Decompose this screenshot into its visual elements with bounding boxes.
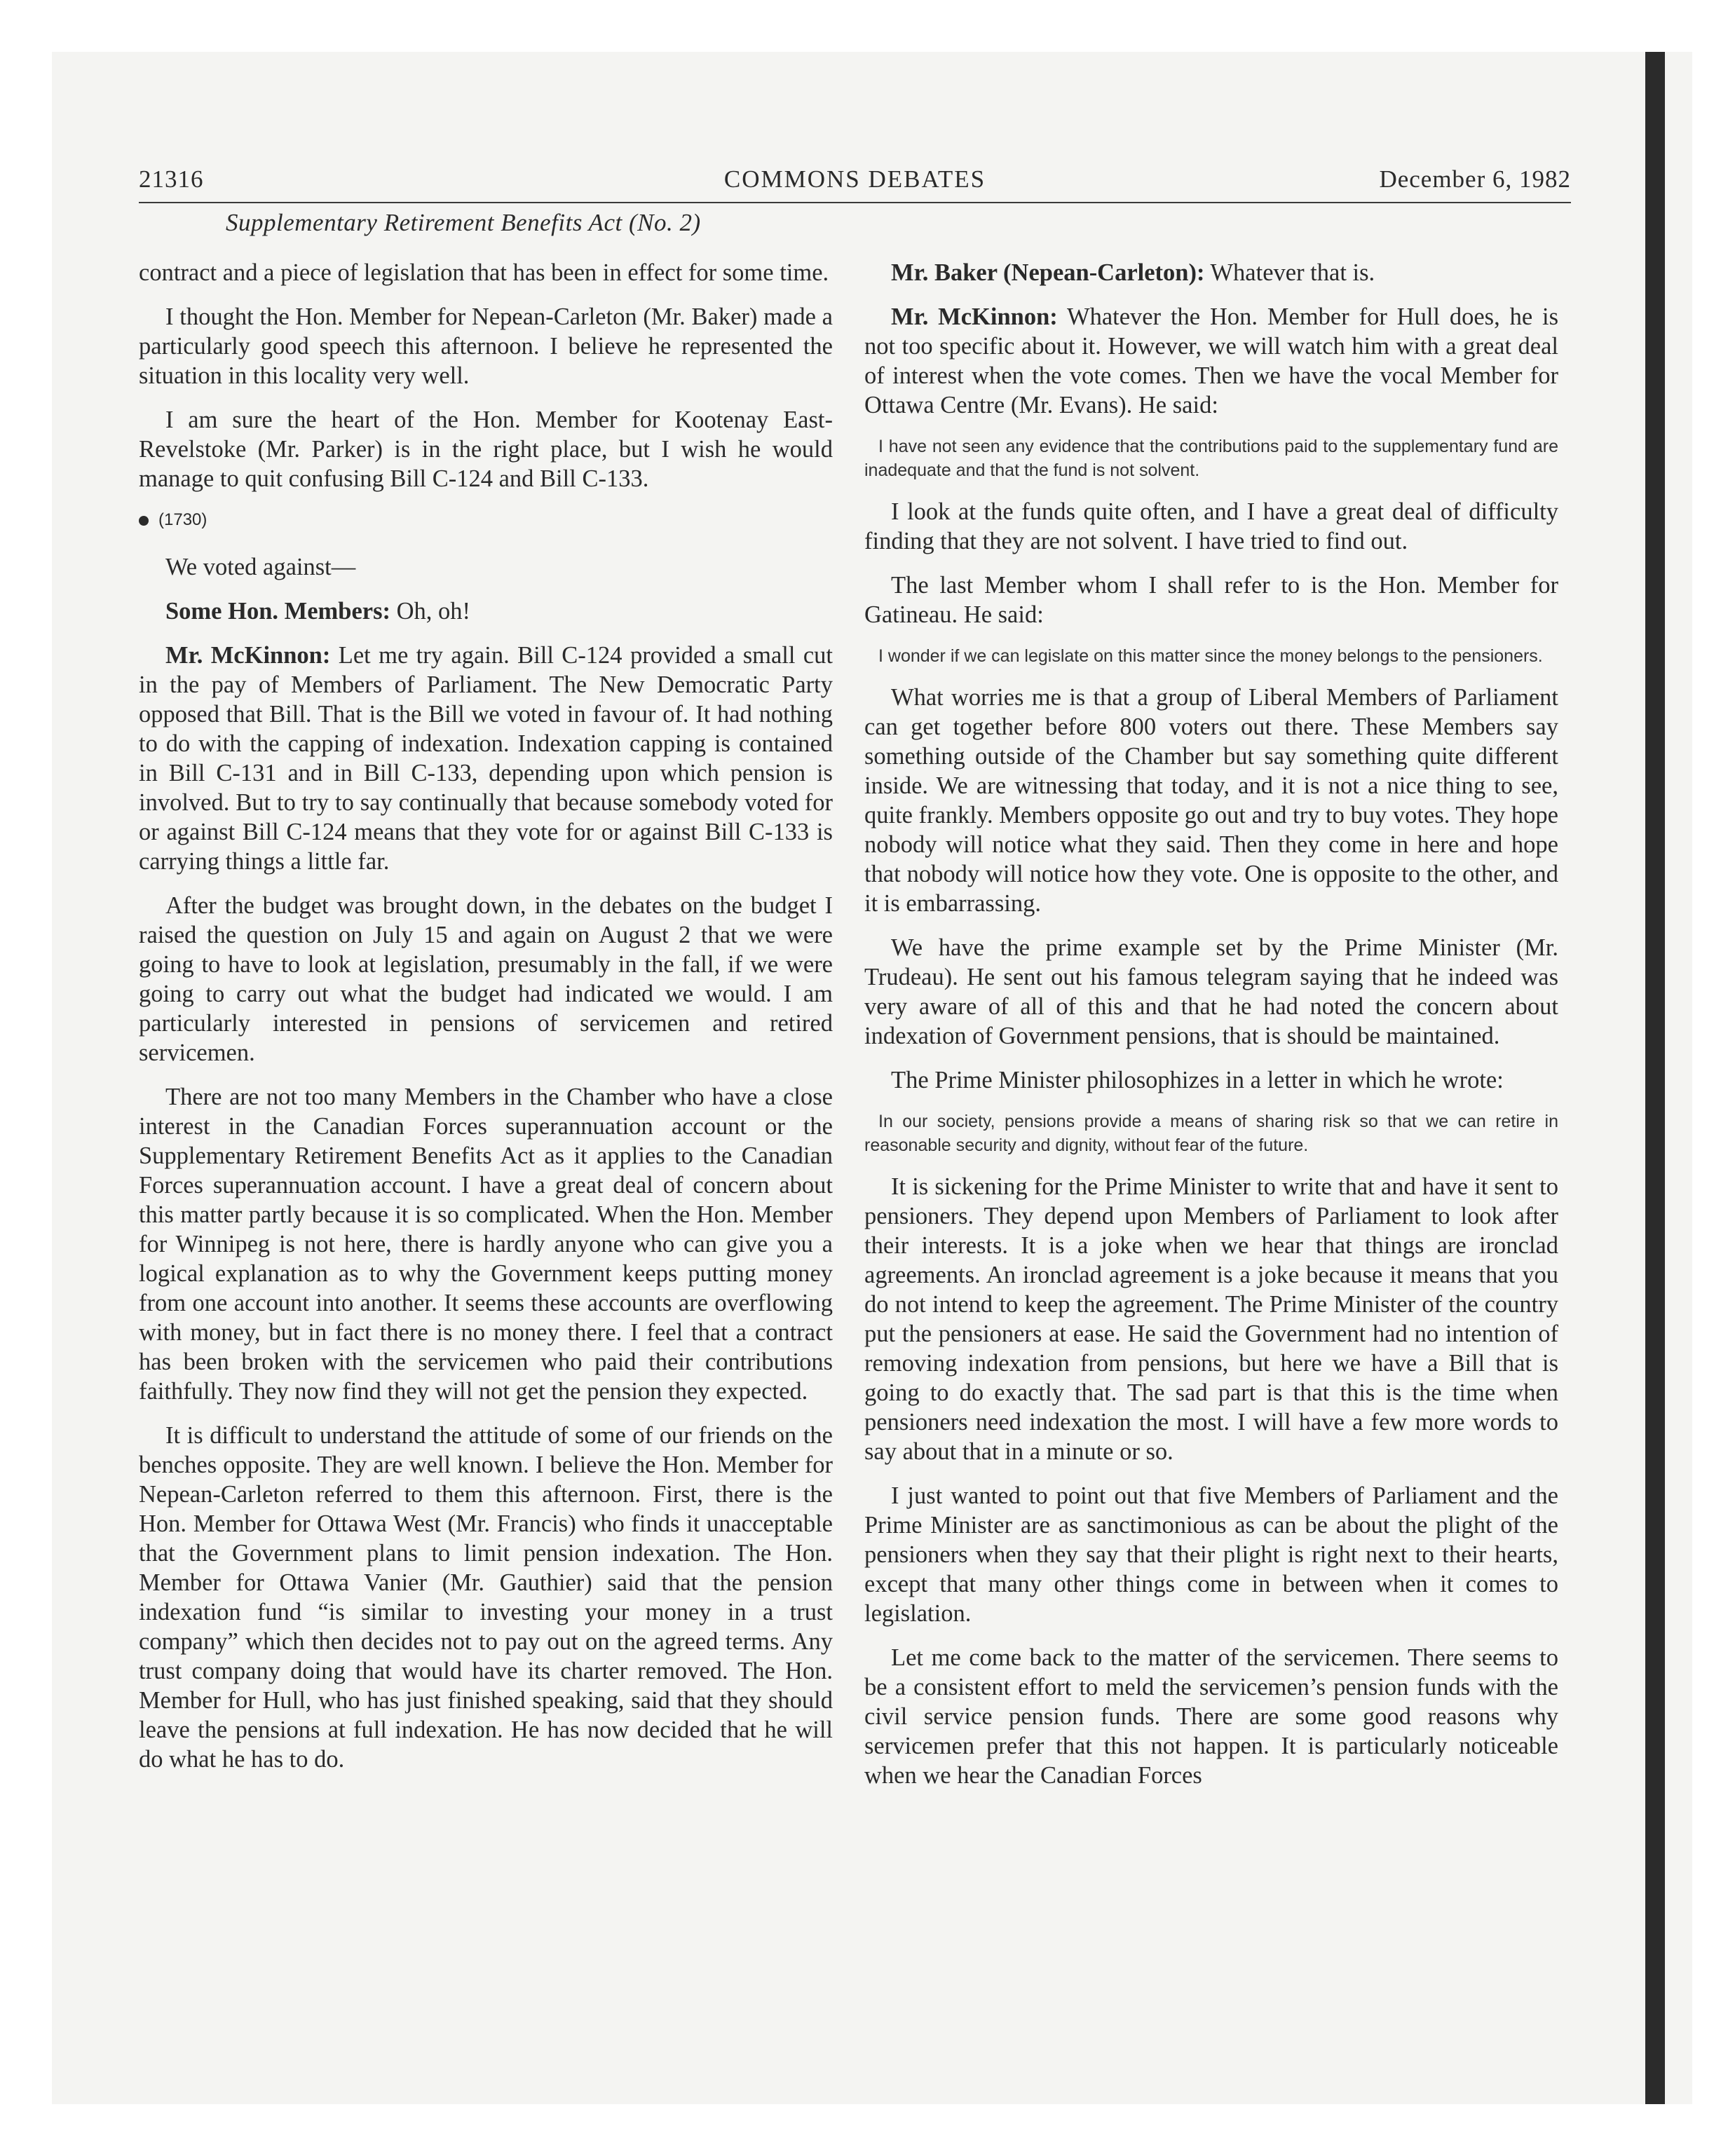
header-rule (139, 202, 1571, 203)
bullet-icon (139, 516, 149, 526)
paragraph: The last Member whom I shall refer to is the Hon. Member for Gatineau. He said: (864, 572, 1558, 628)
scan-edge-shadow (1645, 52, 1665, 2104)
paragraph: I just wanted to point out that five Members of Parliament and the Prime Minister are as sanctimonious as can be about the plight of the pensioners when they say that their plight is right next to their hearts, except that many other things come in between when it comes to legislation. (864, 1482, 1558, 1627)
paragraph: Some Hon. Members: Oh, oh! (165, 598, 471, 625)
paragraph: We voted against— (165, 554, 356, 580)
block-quote: In our society, pensions provide a means of sharing risk so that we can retire in reasonable security and dignity, without fear of the future. (864, 1112, 1558, 1155)
paragraph: Mr. McKinnon: Let me try again. Bill C-124 provided a small cut in the pay of Members of Parliament. The New Democratic Party opposed that Bill. That is the Bill we voted in favour of. It had nothing to do with the capping of indexation. Indexation capping is contained in Bill C-131 and in Bill C-133, depending upon which pension is involved. But to try to say continually that because somebody voted for or against Bill C-124 means that they vote for or against Bill C-133 is carrying things a little far. (139, 642, 834, 875)
right-column (864, 258, 1558, 1805)
paragraph: contract and a piece of legislation that has been in effect for some time. (139, 259, 829, 286)
speaker-name: Some Hon. Members: (165, 598, 390, 625)
speaker-name: Mr. McKinnon: (891, 303, 1058, 330)
paragraph: What worries me is that a group of Liberal Members of Parliament can get together before 800 voters out there. These Members say something outside of the Chamber but say something quite different inside. We are witnessing that today, and it is not a nice thing to see, quite frankly. Members opposite go out and try to buy votes. They hope nobody will notice what they said. Then they come in here and hope that nobody will notice how they vote. One is opposite to the other, and it is embarrassing. (864, 684, 1558, 917)
paragraph: There are not too many Members in the Chamber who have a close interest in the Canadian Forces superannuation account or the Supplementary Retirement Benefits Act as it applies to the Canadian Forces superannuation account. I have a great deal of concern about this matter partly because it is so complicated. When the Hon. Member for Winnipeg is not here, there is hardly anyone who can give you a logical explanation as to why the Government keeps putting money from one account into another. It seems these accounts are overflowing with money, but in fact there is no money there. I feel that a contract has been broken with the servicemen who paid their contributions faithfully. They now find they will not get the pension they expected. (139, 1084, 833, 1405)
paragraph: It is difficult to understand the attitude of some of our friends on the benches opposite. They are well known. I believe the Hon. Member for Nepean-Carleton referred to them this afternoon. First, there is the Hon. Member for Ottawa West (Mr. Francis) who finds it unacceptable that the Government plans to limit pension indexation. The Hon. Member for Ottawa Vanier (Mr. Gauthier) said that the pension indexation fund “is similar to investing your money in a trust company” which then decides not to pay out on the agreed terms. Any trust company doing that would have its charter removed. The Hon. Member for Hull, who has just finished speaking, said that they should leave the pensions at full indexation. He has now decided that he will do what he has to do. (139, 1422, 833, 1773)
block-quote: I wonder if we can legislate on this matter since the money belongs to the pensioners. (878, 646, 1543, 666)
speaker-name: Mr. Baker (Nepean-Carleton): (891, 259, 1205, 286)
left-column (139, 258, 833, 1789)
block-quote: I have not seen any evidence that the contributions paid to the supplementary fund are inadequate and that the fund is not solvent. (864, 437, 1558, 480)
paragraph: I am sure the heart of the Hon. Member for Kootenay East-Revelstoke (Mr. Parker) is in the right place, but I wish he would manage to quit confusing Bill C-124 and Bill C-133. (139, 407, 833, 492)
paragraph: Let me come back to the matter of the servicemen. There seems to be a consistent effort to meld the servicemen’s pension funds with the civil service pension funds. There are some good reasons why servicemen prefer that this not happen. It is particularly noticeable when we hear the Canadian Forces (864, 1644, 1558, 1789)
paragraph: I look at the funds quite often, and I have a great deal of difficulty finding that they are not solvent. I have tried to find out. (864, 498, 1558, 554)
time-stamp: (1730) (139, 510, 833, 530)
paragraph: Mr. McKinnon: Whatever the Hon. Member for Hull does, he is not too specific about it. However, we will watch him with a great deal of interest when the vote comes. Then we have the vocal Member for Ottawa Centre (Mr. Evans). He said: (864, 303, 1558, 418)
paragraph: It is sickening for the Prime Minister to write that and have it sent to pensioners. They depend upon Members of Parliament to look after their interests. It is a joke when we hear that things are ironclad agreements. An ironclad agreement is a joke because it means that you do not intend to keep the agreement. The Prime Minister of the country put the pensioners at ease. He said the Government had no intention of removing indexation from pensions, but here we have a Bill that is going to do exactly that. The sad part is that this is the time when pensioners need indexation the most. I will have a few more words to say about that in a minute or so. (864, 1173, 1558, 1465)
publication-title: COMMONS DEBATES (723, 165, 986, 193)
speaker-name: Mr. McKinnon: (165, 642, 331, 669)
paragraph: The Prime Minister philosophizes in a letter in which he wrote: (891, 1067, 1504, 1093)
paragraph: After the budget was brought down, in the debates on the budget I raised the question on July 15 and again on August 2 that we were going to have to look at legislation, presumably in the fall, if we were going to carry out what the budget had indicated we would. I am particularly interested in pensions of servicemen and retired servicemen. (139, 892, 833, 1066)
running-title: Supplementary Retirement Benefits Act (No. 2) (226, 209, 701, 236)
page-header (139, 165, 1571, 199)
publication-date: December 6, 1982 (1379, 165, 1571, 193)
paragraph: We have the prime example set by the Prime Minister (Mr. Trudeau). He sent out his famous telegram saying that he indeed was very aware of all of this and that he had noted the concern about indexation of Government pensions, that is should be maintained. (864, 934, 1558, 1049)
paragraph: I thought the Hon. Member for Nepean-Carleton (Mr. Baker) made a particularly good speech this afternoon. I believe he represented the situation in this locality very well. (139, 303, 833, 389)
page-number: 21316 (139, 165, 204, 193)
paragraph: Mr. Baker (Nepean-Carleton): Whatever that is. (891, 259, 1375, 286)
